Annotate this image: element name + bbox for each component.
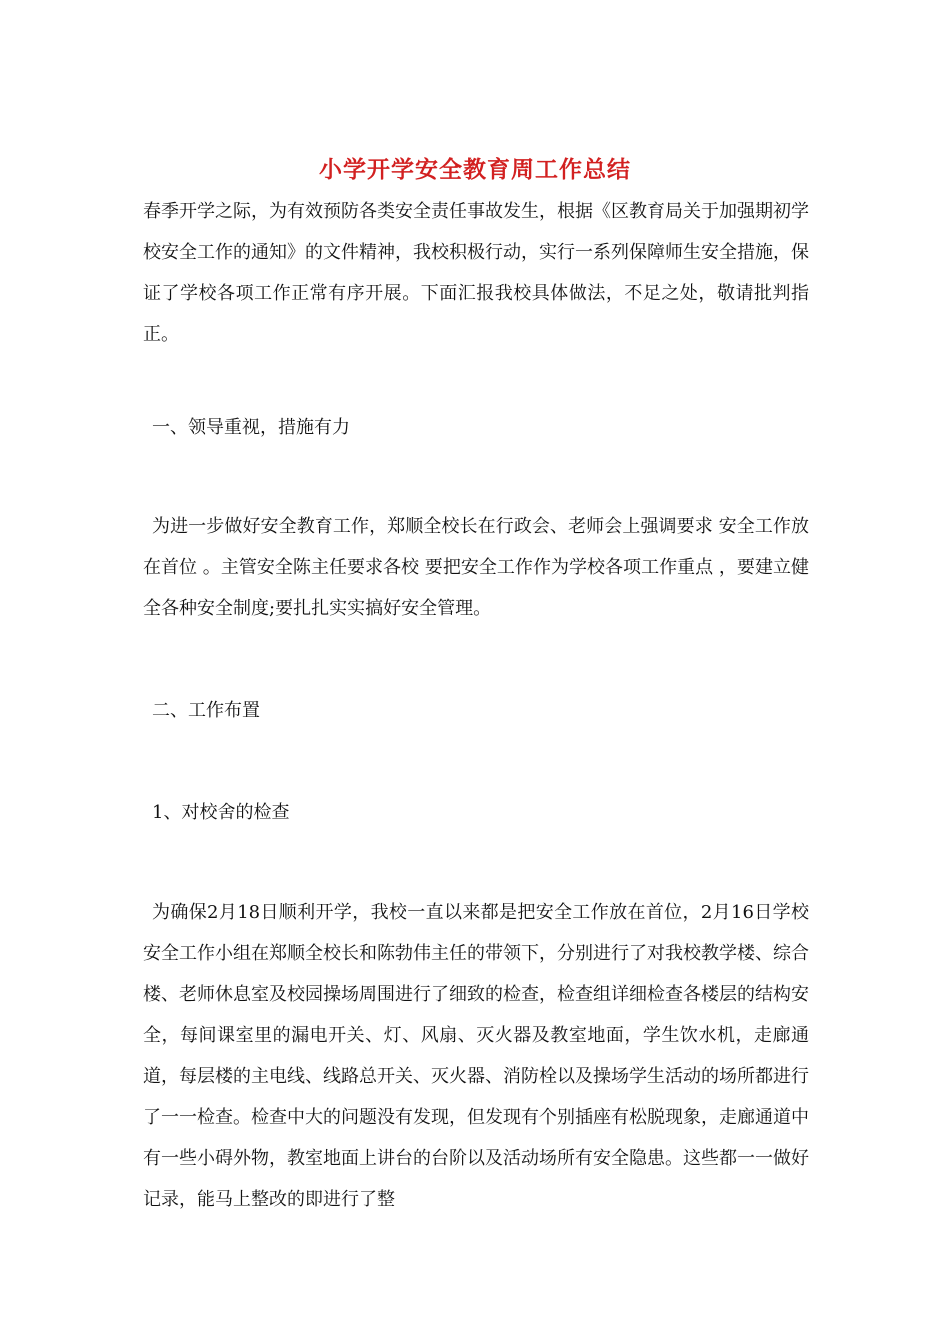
document-title: 小学开学安全教育周工作总结: [319, 156, 631, 183]
section-leadership-paragraph: 为进一步做好安全教育工作，郑顺全校长在行政会、老师会上强调要求 安全工作放在首位 。主管安全陈主任要求各校 要把安全工作作为学校各项工作重点 ，要建立健全各种安全制度;要扎扎实实搞好安全管理。: [143, 516, 809, 619]
section-heading-work-arrangement: 二、工作布置: [152, 700, 260, 721]
building-inspection-paragraph: 为确保2月18日顺利开学，我校一直以来都是把安全工作放在首位，2月16日学校安全工作小组在郑顺全校长和陈勃伟主任的带领下，分别进行了对我校教学楼、综合楼、老师休息室及校园操场周围进行了细致的检查，检查组详细检查各楼层的结构安全，每间课室里的漏电开关、灯、风扇、灭火器及教室地面，学生饮水机，走廊通道，每层楼的主电线、线路总开关、灭火器、消防栓以及操场学生活动的场所都进行了一一检查。检查中大的问题没有发现，但发现有个别插座有松脱现象，走廊通道中有一些小碍外物，教室地面上讲台的台阶以及活动场所有安全隐患。这些都一一做好记录，能马上整改的即进行了整: [143, 902, 809, 1210]
intro-paragraph: 春季开学之际，为有效预防各类安全责任事故发生，根据《区教育局关于加强期初学校安全工作的通知》的文件精神，我校积极行动，实行一系列保障师生安全措施，保证了学校各项工作正常有序开展。下面汇报我校具体做法，不足之处，敬请批判指正。: [143, 201, 809, 345]
section-heading-leadership: 一、领导重视，措施有力: [152, 417, 350, 438]
subsection-heading-building-inspection: 1、对校舍的检查: [152, 802, 290, 823]
